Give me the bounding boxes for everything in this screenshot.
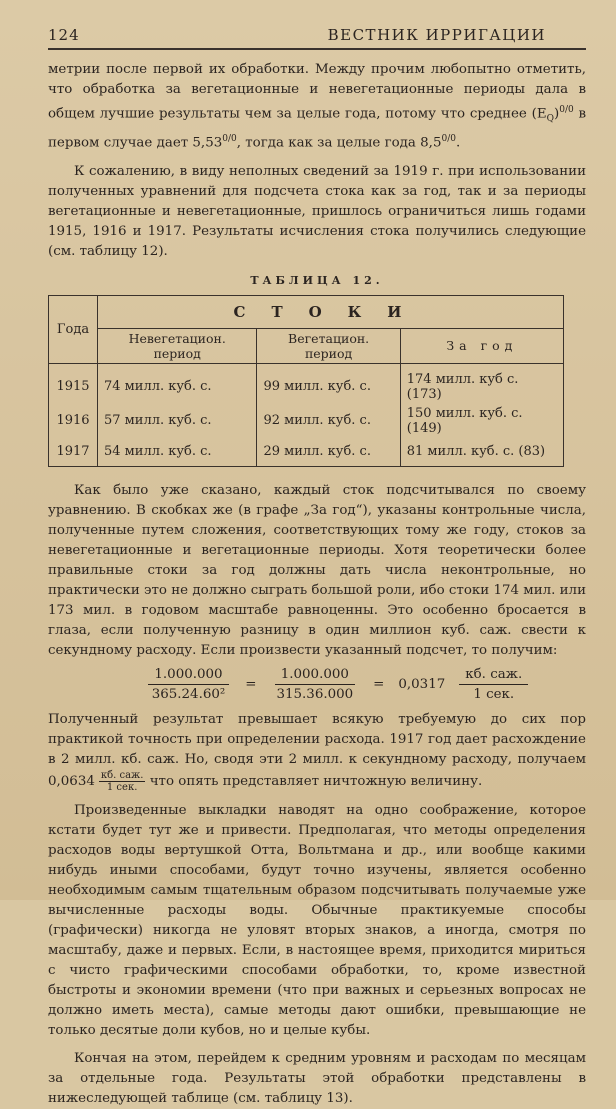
paragraph-5: Произведенные выкладки наводят на одно соображение, которое кстати будет тут же и привести. Предполагая, что методы определения расходов воды вертушкой Отта, Вольтмана и др., или вообще какими нибудь иными способами, будут точно изучены, является особенно необходимым самым тщательным образом подсчитывать получаемые уже вычисленные расходы воды. Обычные практикуемые способы (графически) никогда не уловят вторых знаков, а иногда, смотря по масштабу, даже и первых. Если, в настоящее время, приходится мириться с чисто графическими способами обработки, то, кроме известной быстроты и экономии времени (что при важных и серьезных вопросах не должно иметь места), самые методы дают ошибки, превышающие не только десятые доли кубов, но и целые кубы.: [48, 802, 586, 1038]
col-header-veg: Вегетацион. период: [257, 328, 400, 363]
year-header: Года: [49, 295, 98, 363]
paragraph-1: метрии после первой их обработки. Между прочим любопытно отметить, что обработка за вегетационные и невегетационные периоды дала в общем лучшие результаты чем за целые года, потому что среднее $(E_Q)^{0/0}$ в первом случае дает $5,53^{0/0}$, тогда как за целые года $8,5^{0/0}$.: [48, 62, 587, 151]
formula-value: 0,0317: [398, 676, 446, 692]
equals-sign: =: [245, 676, 257, 692]
paragraph-3: Как было уже сказано, каждый сток подсчитывался по своему уравнению. В скобках же (в графе „За год“), указаны контрольные числа, полученные путем сложения, соответствующих тому же году, стоков за невегетационные и вегетационные периоды. Хотя теоретически более правильные стоки за год должны дать числа неконтрольные, но практически это не должно сыграть большой роли, ибо стоки 174 мил. или 173 мил. в годовом масштабе равноценны. Это особенно бросается в глаза, если полученную разницу в один миллион куб. саж. свести к секундному расходу. Если произвести указанный подсчет, то получим:: [48, 482, 586, 658]
fraction-1: $\frac{1.000.000}{\text{365.24.60²}}$: [146, 667, 232, 702]
table-row: 1915 74 милл. куб. с. 99 милл. куб. с. 174 милл. куб с. (173): [49, 363, 564, 404]
page-number: 124: [48, 26, 80, 44]
flow-table: [48, 295, 564, 467]
unit-fraction: $\frac{\text{кб. саж.}}{\text{1 сек.}}$: [459, 667, 528, 702]
paragraph-6: Кончая на этом, перейдем к средним уровням и расходам по месяцам за отдельные года. Результаты этой обработки представлены в нижеследующей таблице (см. таблицу 13).: [48, 1050, 586, 1106]
fraction-2: $\frac{1.000.000}{315.36.000}$: [276, 666, 354, 702]
paragraph-2: К сожалению, в виду неполных сведений за 1919 г. при использовании полученных уравнений для подсчета стока как за год, так и за периоды вегетационные и невегетационные, пришлось ограничиться лишь годами 1915, 1916 и 1917. Результаты исчисления стока получились следующие (см. таблицу 12).: [48, 163, 586, 259]
paragraph-4: Полученный результат превышает всякую требуемую до сих пор практикой точность при определении расхода. 1917 год дает расхождение в 2 милл. кб. саж. Но, сводя эти 2 милл. к секундному расходу, получаем 0,0634 кб. саж. 1 сек. что опять представляет ничтожную величину.: [48, 711, 586, 793]
group-header: СТОКИ: [98, 295, 564, 328]
journal-title: ВЕСТНИК ИРРИГАЦИИ: [327, 26, 546, 44]
equals-sign-2: =: [373, 676, 385, 692]
page-header: [48, 26, 586, 50]
inline-unit-fraction: кб. саж. 1 сек.: [100, 769, 144, 793]
table-caption: ТАБЛИЦА 12.: [250, 273, 384, 287]
col-header-total: За год: [400, 328, 563, 363]
col-header-nonveg: Невегетацион. период: [98, 328, 257, 363]
formula: [88, 667, 586, 702]
table-row: 1916 57 милл. куб. с. 92 милл. куб. с. 150 милл. куб. с. (149): [49, 404, 564, 438]
table-row: 1917 54 милл. куб. с. 29 милл. куб. с. 81 милл. куб. с. (83): [49, 438, 564, 467]
